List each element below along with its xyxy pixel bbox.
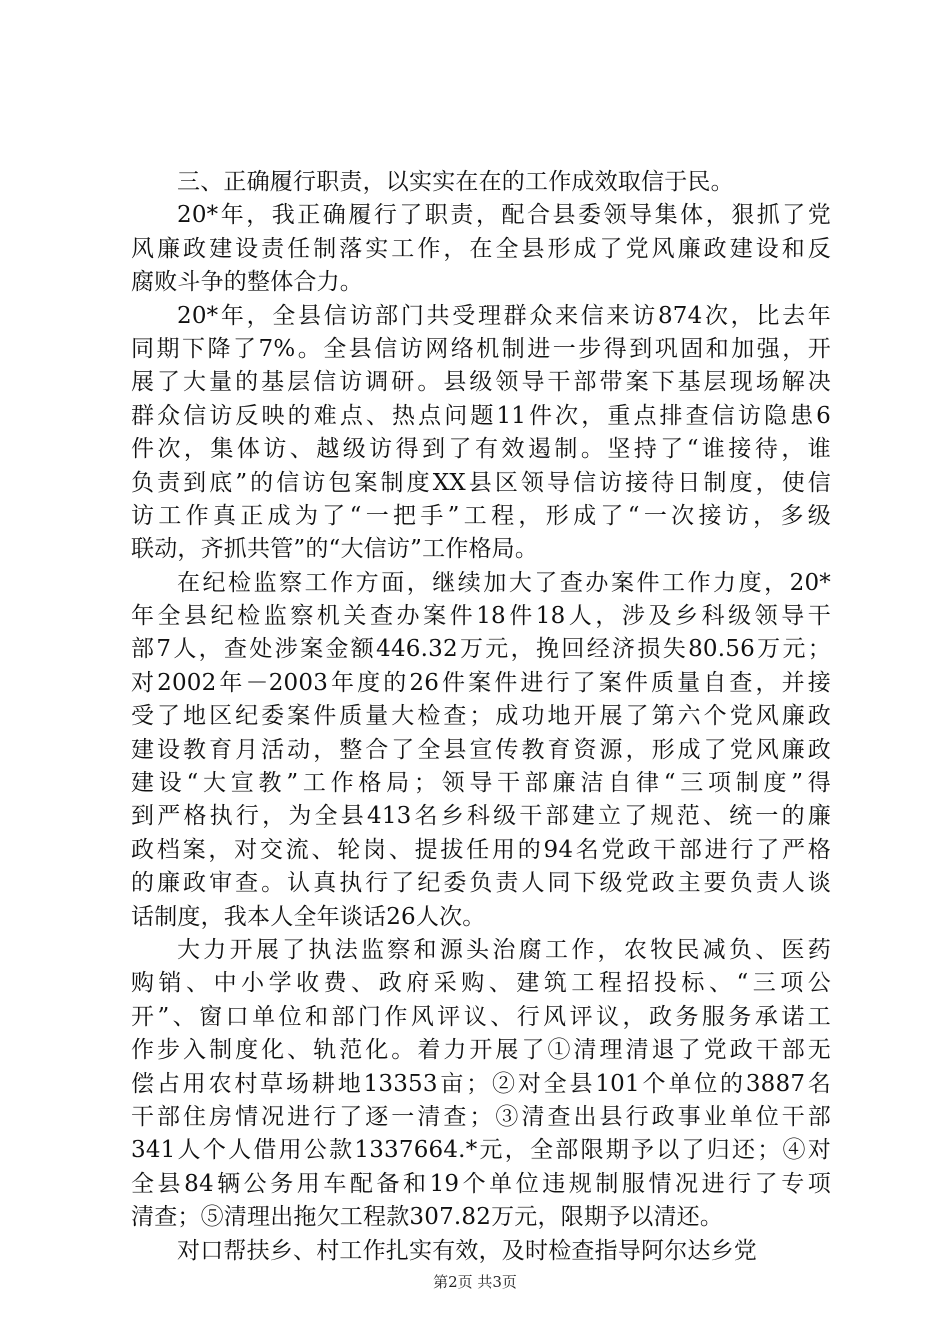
paragraph: [131, 1235, 831, 1268]
text-line: 建设教育月活动，整合了全县宣传教育资源，形成了党风廉政: [131, 736, 831, 763]
text-line: 大力开展了执法监察和源头治腐工作，农牧民减负、医药: [177, 936, 831, 963]
text-line: 341人个人借用公款1337664.*元，全部限期予以了归还；④对: [131, 1137, 831, 1164]
paragraph: [131, 166, 831, 199]
paragraph: [131, 567, 831, 934]
text-line: 受了地区纪委案件质量大检查；成功地开展了第六个党风廉政: [131, 703, 831, 730]
text-line: 的廉政审查。认真执行了纪委负责人同下级党政主要负责人谈: [131, 870, 831, 897]
text-line: 部7人，查处涉案金额446.32万元，挽回经济损失80.56万元；: [131, 636, 831, 663]
paragraph: [131, 199, 831, 299]
text-line: 三、正确履行职责，以实实在在的工作成效取信于民。: [177, 169, 734, 195]
text-line: 清查；⑤清理出拖欠工程款307.82万元，限期予以清还。: [131, 1204, 724, 1231]
text-line: 年全县纪检监察机关查办案件18件18人，涉及乡科级领导干: [131, 603, 831, 630]
text-line: 访工作真正成为了“一把手”工程，形成了“一次接访，多级: [131, 502, 831, 529]
text-line: 全县84辆公务用车配备和19个单位违规制服情况进行了专项: [131, 1170, 831, 1197]
text-line: 群众信访反映的难点、热点问题11件次，重点排查信访隐患6: [131, 402, 831, 429]
document-body: [131, 166, 831, 1268]
page-footer: 第2页 共3页: [433, 1273, 517, 1291]
text-line: 开”、窗口单位和部门作风评议、行风评议，政务服务承诺工: [131, 1003, 831, 1030]
text-line: 在纪检监察工作方面，继续加大了查办案件工作力度，20*: [177, 569, 831, 596]
text-line: 联动，齐抓共管”的“大信访”工作格局。: [131, 536, 539, 563]
text-line: 政档案，对交流、轮岗、提拔任用的94名党政干部进行了严格: [131, 836, 831, 863]
text-line: 到严格执行，为全县413名乡科级干部建立了规范、统一的廉: [131, 803, 831, 830]
text-line: 话制度，我本人全年谈话26人次。: [131, 903, 486, 930]
text-line: 20*年，我正确履行了职责，配合县委领导集体，狠抓了党: [177, 202, 831, 229]
text-line: 干部住房情况进行了逐一清查；③清查出县行政事业单位干部: [131, 1103, 831, 1130]
text-line: 购销、中小学收费、政府采购、建筑工程招投标、“三项公: [131, 970, 831, 997]
text-line: 对2002年－2003年度的26件案件进行了案件质量自查，并接: [131, 669, 831, 696]
text-line: 作步入制度化、轨范化。着力开展了①清理清退了党政干部无: [131, 1037, 831, 1064]
paragraph: [131, 934, 831, 1235]
text-line: 对口帮扶乡、村工作扎实有效，及时检查指导阿尔达乡党: [177, 1237, 757, 1264]
text-line: 同期下降了7%。全县信访网络机制进一步得到巩固和加强，开: [131, 335, 831, 362]
text-line: 风廉政建设责任制落实工作，在全县形成了党风廉政建设和反: [131, 235, 831, 262]
text-line: 件次，集体访、越级访得到了有效遏制。坚持了“谁接待，谁: [131, 436, 831, 463]
text-line: 负责到底”的信访包案制度XX县区领导信访接待日制度，使信: [131, 469, 831, 496]
text-line: 腐败斗争的整体合力。: [131, 269, 363, 296]
paragraph: [131, 300, 831, 567]
text-line: 偿占用农村草场耕地13353亩；②对全县101个单位的3887名: [131, 1070, 831, 1097]
text-line: 20*年，全县信访部门共受理群众来信来访874次，比去年: [177, 302, 831, 329]
text-line: 展了大量的基层信访调研。县级领导干部带案下基层现场解决: [131, 369, 831, 396]
text-line: 建设“大宣教”工作格局；领导干部廉洁自律“三项制度”得: [131, 770, 831, 797]
